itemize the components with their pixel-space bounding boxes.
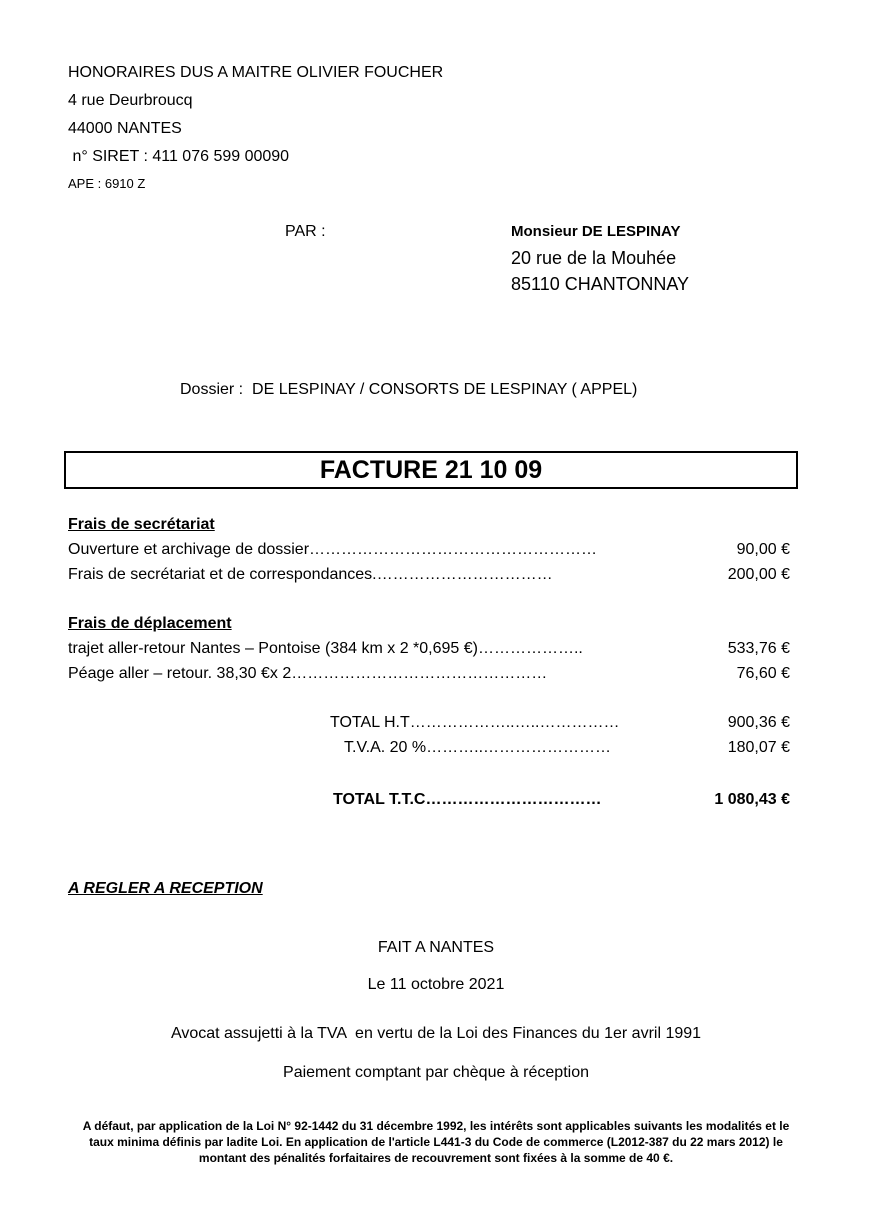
tva-value: 180,07 € [727, 739, 790, 756]
dossier-reference: Dossier : DE LESPINAY / CONSORTS DE LESPINAY ( APPEL) [180, 381, 638, 398]
invoice-title-box [64, 451, 798, 489]
line-item [68, 639, 790, 659]
total-ttc-value: 1 080,43 € [714, 791, 790, 808]
recipient-street: 20 rue de la Mouhée [511, 248, 677, 268]
total-ttc-label: TOTAL T.T.C…………………………… [333, 791, 602, 808]
line-item-label: Ouverture et archivage de dossier……………………………………………… [68, 541, 598, 558]
issuer-ape: APE : 6910 Z [68, 176, 146, 191]
line-item-label: trajet aller-retour Nantes – Pontoise (384 km x 2 *0,695 €)……………….. [68, 640, 583, 657]
line-item-amount: 76,60 € [736, 665, 790, 682]
total-ht-label: TOTAL H.T………………..…..…………… [330, 714, 620, 731]
line-item-amount: 90,00 € [736, 541, 790, 558]
invoice-title: FACTURE 21 10 09 [319, 456, 543, 484]
line-item-label: Péage aller – retour. 38,30 €x 2………………………………………… [68, 665, 548, 682]
issuer-name: HONORAIRES DUS A MAITRE OLIVIER FOUCHER [68, 64, 444, 81]
line-item-amount: 200,00 € [727, 566, 790, 583]
tva-label: T.V.A. 20 %………..…………………… [344, 739, 612, 756]
invoice-date: Le 11 octobre 2021 [367, 976, 505, 993]
place: FAIT A NANTES [377, 939, 495, 956]
line-item [68, 664, 790, 684]
par-label: PAR : [285, 223, 326, 240]
recipient-city: 85110 CHANTONNAY [511, 274, 690, 294]
total-ht-value: 900,36 € [727, 714, 790, 731]
section-heading-deplacement: Frais de déplacement [68, 615, 232, 632]
payment-note: A REGLER A RECEPTION [68, 880, 263, 897]
payment-terms: Paiement comptant par chèque à réception [283, 1064, 589, 1081]
recipient-name: Monsieur DE LESPINAY [511, 223, 681, 240]
issuer-siret: n° SIRET : 411 076 599 00090 [68, 148, 290, 165]
issuer-street: 4 rue Deurbroucq [68, 92, 193, 109]
line-item [68, 565, 790, 585]
issuer-city: 44000 NANTES [68, 120, 182, 137]
tva-note: Avocat assujetti à la TVA en vertu de la Loi des Finances du 1er avril 1991 [170, 1025, 702, 1042]
legal-footer: A défaut, par application de la Loi N° 92-1442 du 31 décembre 1992, les intérêts sont applicables suivants les modalités et le taux minima définis par ladite Loi. En application de l'article L441-3 du Code de commerce (L2012-387 du 22 mars 2012) le montant des pénalités forfaitaires de recouvrement sont fixées à la somme de 40 €. [82, 1119, 790, 1165]
line-item-amount: 533,76 € [727, 640, 790, 657]
line-item-label: Frais de secrétariat et de correspondances.…………………………… [68, 566, 553, 583]
section-heading-secretariat: Frais de secrétariat [68, 516, 215, 533]
line-item [68, 540, 790, 560]
